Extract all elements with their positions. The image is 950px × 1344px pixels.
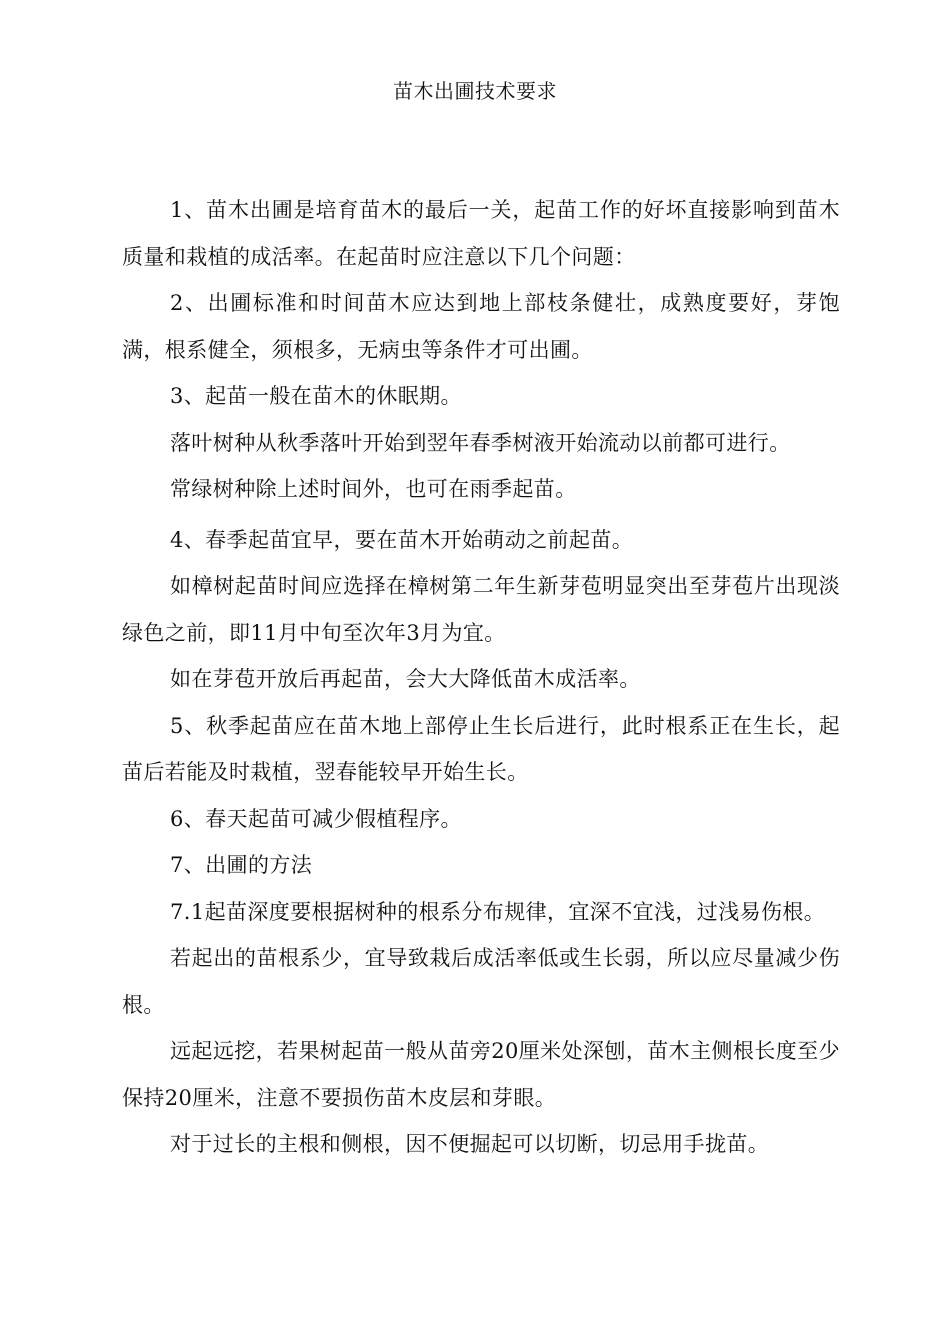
document-title: 苗木出圃技术要求 — [393, 79, 557, 103]
paragraph-15: 对于过长的主根和侧根，因不便掘起可以切断，切忌用手拢苗。 — [170, 1132, 770, 1156]
paragraph-11: 7、出圃的方法 — [170, 853, 313, 877]
paragraph-8: 如在芽苞开放后再起苗，会大大降低苗木成活率。 — [170, 667, 641, 691]
paragraph-3: 3、起苗一般在苗木的休眠期。 — [170, 384, 462, 408]
paragraph-1: 1、苗木出圃是培育苗木的最后一关，起苗工作的好坏直接影响到苗木质量和栽植的成活率。在起苗时应注意以下几个问题： — [122, 198, 840, 269]
paragraph-7: 如樟树起苗时间应选择在樟树第二年生新芽苞明显突出至芽苞片出现淡绿色之前，即11月中旬至次年3月为宜。 — [122, 574, 840, 645]
paragraph-14: 远起远挖，若果树起苗一般从苗旁20厘米处深刨，苗木主侧根长度至少保持20厘米，注意不要损伤苗木皮层和芽眼。 — [122, 1039, 840, 1110]
paragraph-13: 若起出的苗根系少，宜导致栽后成活率低或生长弱，所以应尽量减少伤根。 — [122, 946, 840, 1017]
paragraph-2: 2、出圃标准和时间苗木应达到地上部枝条健壮，成熟度要好，芽饱满，根系健全，须根多，无病虫等条件才可出圃。 — [122, 291, 840, 362]
document-body — [122, 187, 840, 1168]
paragraph-10: 6、春天起苗可减少假植程序。 — [170, 806, 462, 831]
paragraph-5: 常绿树种除上述时间外，也可在雨季起苗。 — [170, 477, 577, 501]
paragraph-12: 7.1起苗深度要根据树种的根系分布规律，宜深不宜浅，过浅易伤根。 — [170, 899, 826, 924]
paragraph-4: 落叶树种从秋季落叶开始到翌年春季树液开始流动以前都可进行。 — [170, 430, 791, 455]
paragraph-6: 4、春季起苗宜早，要在苗木开始萌动之前起苗。 — [170, 527, 634, 552]
paragraph-9: 5、秋季起苗应在苗木地上部停止生长后进行，此时根系正在生长，起苗后若能及时栽植，翌春能较早开始生长。 — [122, 713, 840, 784]
